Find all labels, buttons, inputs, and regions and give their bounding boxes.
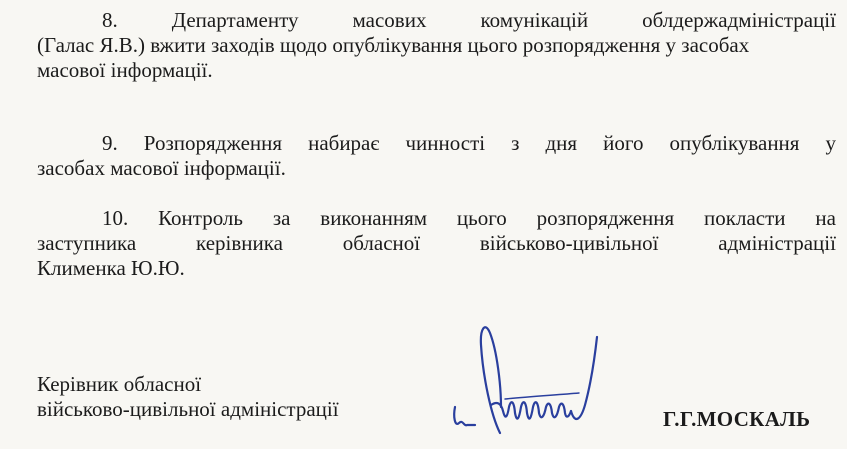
word: військово-цивільної: [479, 231, 659, 255]
word: Контроль: [158, 206, 243, 230]
word: адміністрації: [718, 231, 836, 255]
word: опублікування: [669, 131, 800, 155]
paragraph-10: [37, 206, 836, 281]
paragraph-8-line-2: (Галас Я.В.) вжити заходів щодо опублікування цього розпорядження у засобах: [37, 33, 750, 57]
word: Департаменту: [171, 8, 299, 32]
word: з: [511, 131, 520, 155]
paragraph-9-line-2: засобах масової інформації.: [37, 156, 286, 180]
word: покласти: [704, 206, 786, 230]
paragraph-10-line-2: [37, 231, 836, 256]
signatory-name: Г.Г.МОСКАЛЬ: [663, 407, 811, 431]
word: на: [815, 206, 836, 230]
word: дня: [545, 131, 578, 155]
signatory-title-line-1: Керівник обласної: [37, 372, 202, 396]
word: облдержадміністрації: [642, 8, 836, 32]
word: за: [272, 206, 291, 230]
signatory-title: [37, 372, 339, 422]
paragraph-9: [37, 131, 836, 181]
handwritten-signature: [445, 315, 610, 449]
word: у: [825, 131, 836, 155]
word: чинності: [405, 131, 486, 155]
signature-stroke: [505, 393, 579, 399]
paragraph-8-line-3: масової інформації.: [37, 58, 213, 82]
paragraph-10-line-1: [37, 206, 836, 231]
word: його: [603, 131, 644, 155]
word: цього: [456, 206, 507, 230]
signature-stroke: [491, 402, 571, 418]
word: набирає: [308, 131, 380, 155]
word: комунікацій: [480, 8, 589, 32]
paragraph-8: [37, 8, 836, 83]
paragraph-number: 10.: [102, 206, 129, 230]
paragraph-number: 9.: [102, 131, 118, 155]
signatory-title-line-2: військово-цивільної адміністрації: [37, 397, 339, 421]
signature-stroke: [481, 327, 501, 433]
word: заступника: [37, 231, 137, 255]
word: виконанням: [320, 206, 428, 230]
paragraph-8-line-1: [37, 8, 836, 33]
word: масових: [352, 8, 427, 32]
signature-stroke: [571, 337, 597, 419]
paragraph-9-line-1: [37, 131, 836, 156]
signature-stroke: [454, 407, 475, 425]
word: розпорядження: [536, 206, 675, 230]
word: Розпорядження: [143, 131, 283, 155]
paragraph-number: 8.: [102, 8, 118, 32]
paragraph-10-line-3: Клименка Ю.Ю.: [37, 256, 185, 280]
word: керівника: [196, 231, 283, 255]
word: обласної: [342, 231, 421, 255]
